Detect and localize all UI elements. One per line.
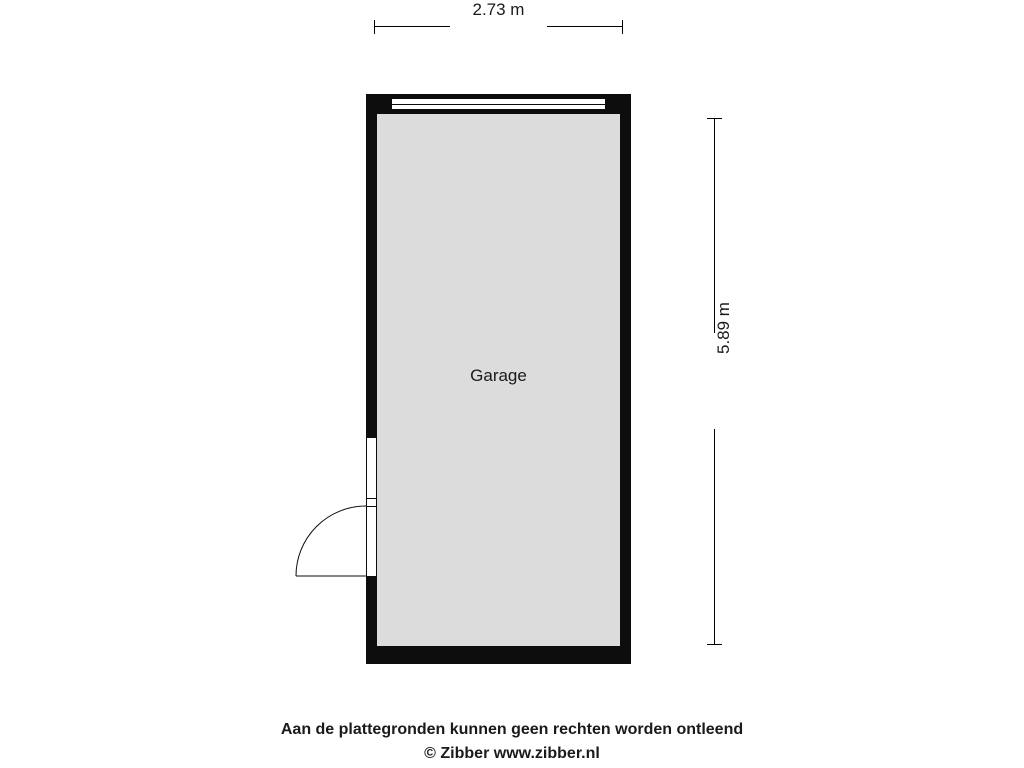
door-jamb-line [367,576,376,577]
overhead-garage-door-icon [392,98,605,110]
width-dimension [374,0,623,48]
dimension-label-mask [450,18,547,36]
width-dimension-label: 2.73 m [374,0,623,20]
door-jamb-line [367,498,376,499]
door-swing-icon [295,505,367,577]
floor-plan [366,94,631,664]
dimension-tick-bottom [707,644,722,645]
room-label-garage: Garage [470,366,527,385]
door-opening [366,437,377,577]
door-jamb-line [367,437,376,438]
footer-disclaimer: Aan de plattegronden kunnen geen rechten worden ontleend [280,721,744,738]
dimension-tick-left [374,19,375,34]
footer [0,718,1024,766]
height-dimension [700,118,746,645]
height-dimension-label: 5.89 m [714,302,733,354]
footer-copyright: © Zibber www.zibber.nl [424,745,600,762]
door-jamb-line [367,506,376,507]
dimension-tick-top [707,118,722,119]
dimension-tick-right [622,19,623,34]
